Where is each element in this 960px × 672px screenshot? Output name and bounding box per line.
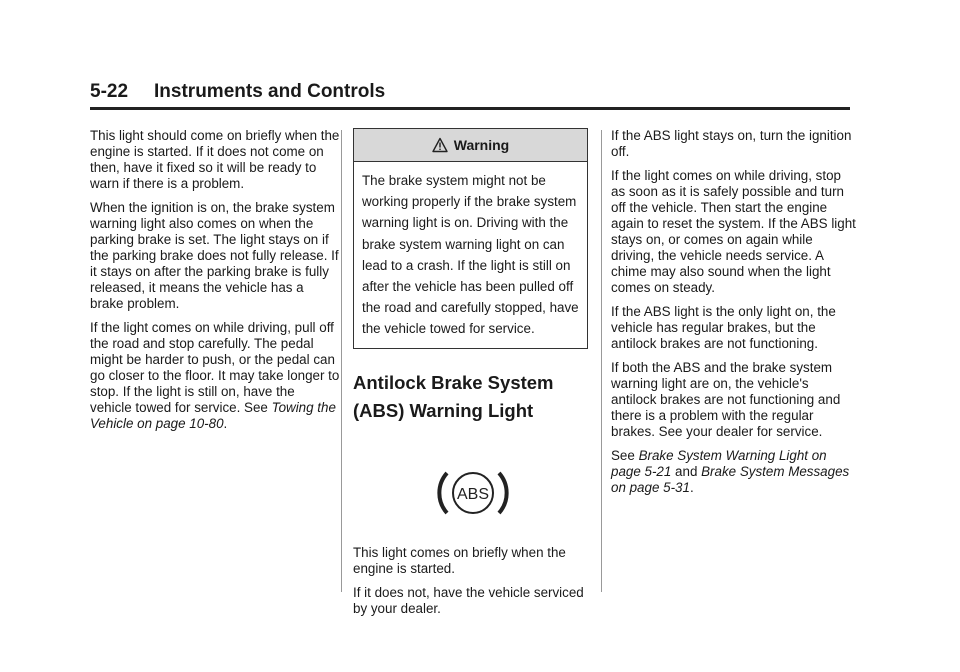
section-heading: Antilock Brake System (ABS) Warning Light xyxy=(353,371,554,421)
page-number: 5-22 xyxy=(90,81,129,102)
cross-reference-link[interactable]: Towing the Vehicle on page 10-80 xyxy=(90,400,336,431)
warning-header xyxy=(354,129,587,162)
warning-title: Warning xyxy=(453,137,510,153)
warning-box xyxy=(353,128,588,349)
punctuation: . xyxy=(223,416,228,431)
paragraph: If both the ABS and the brake system warning light are on, the vehicle's antilock brakes are not functioning and there is a problem with the regular brakes. See your dealer for service. xyxy=(611,360,841,439)
abs-warning-icon xyxy=(434,465,512,521)
warning-triangle-icon xyxy=(432,137,448,153)
column-right xyxy=(611,128,856,504)
punctuation: . xyxy=(689,480,694,495)
paragraph-text: See xyxy=(611,448,635,463)
paragraph: When the ignition is on, the brake system warning light also comes on when the parking brake is set. The light stays on if the parking brake does not fully release. If it stays on after the parking brake is fully released, it means the vehicle has a brake problem. xyxy=(90,200,339,311)
column-divider xyxy=(601,130,602,592)
paragraph xyxy=(611,448,856,496)
paragraph: This light should come on briefly when the engine is started. If it does not come on then, have it fixed so it will be ready to warn if there is a problem. xyxy=(90,128,340,191)
column-left xyxy=(90,128,340,440)
paragraph: If the ABS light stays on, turn the ignition off. xyxy=(611,128,852,159)
paragraph xyxy=(90,320,340,432)
column-middle xyxy=(353,128,590,625)
paragraph-text: and xyxy=(675,464,698,479)
page-header xyxy=(90,80,850,110)
abs-symbol-text: ABS xyxy=(456,485,490,503)
paragraph: This light comes on briefly when the engine is started. xyxy=(353,544,566,576)
paragraph-text: If the light comes on while driving, pull off the road and stop carefully. The pedal might be harder to push, or the pedal can go closer to the floor. It may take longer to stop. If the light is still on, have the vehicle towed for service. See xyxy=(90,320,340,415)
paragraph: If the ABS light is the only light on, the vehicle has regular brakes, but the antilock brakes are not functioning. xyxy=(611,304,836,351)
cross-reference-link[interactable]: Brake System Warning Light on page 5-21 xyxy=(611,448,827,479)
section-title: Instruments and Controls xyxy=(154,81,386,102)
cross-reference-link[interactable]: Brake System Messages on page 5-31 xyxy=(611,464,850,495)
column-divider xyxy=(341,130,342,592)
paragraph: If it does not, have the vehicle serviced by your dealer. xyxy=(353,584,584,616)
warning-body: The brake system might not be working properly if the brake system warning light is on. Driving with the brake system warning light on can lead to a crash. If the light is still on after the vehicle has been pulled off the road and carefully stopped, have the vehicle towed for service. xyxy=(362,173,579,337)
paragraph: If the light comes on while driving, stop as soon as it is safely possible and turn off the vehicle. Then start the engine again to reset the system. If the ABS light stays on, or comes on again while driving, the vehicle needs service. A chime may also sound when the light comes on steady. xyxy=(611,168,856,295)
